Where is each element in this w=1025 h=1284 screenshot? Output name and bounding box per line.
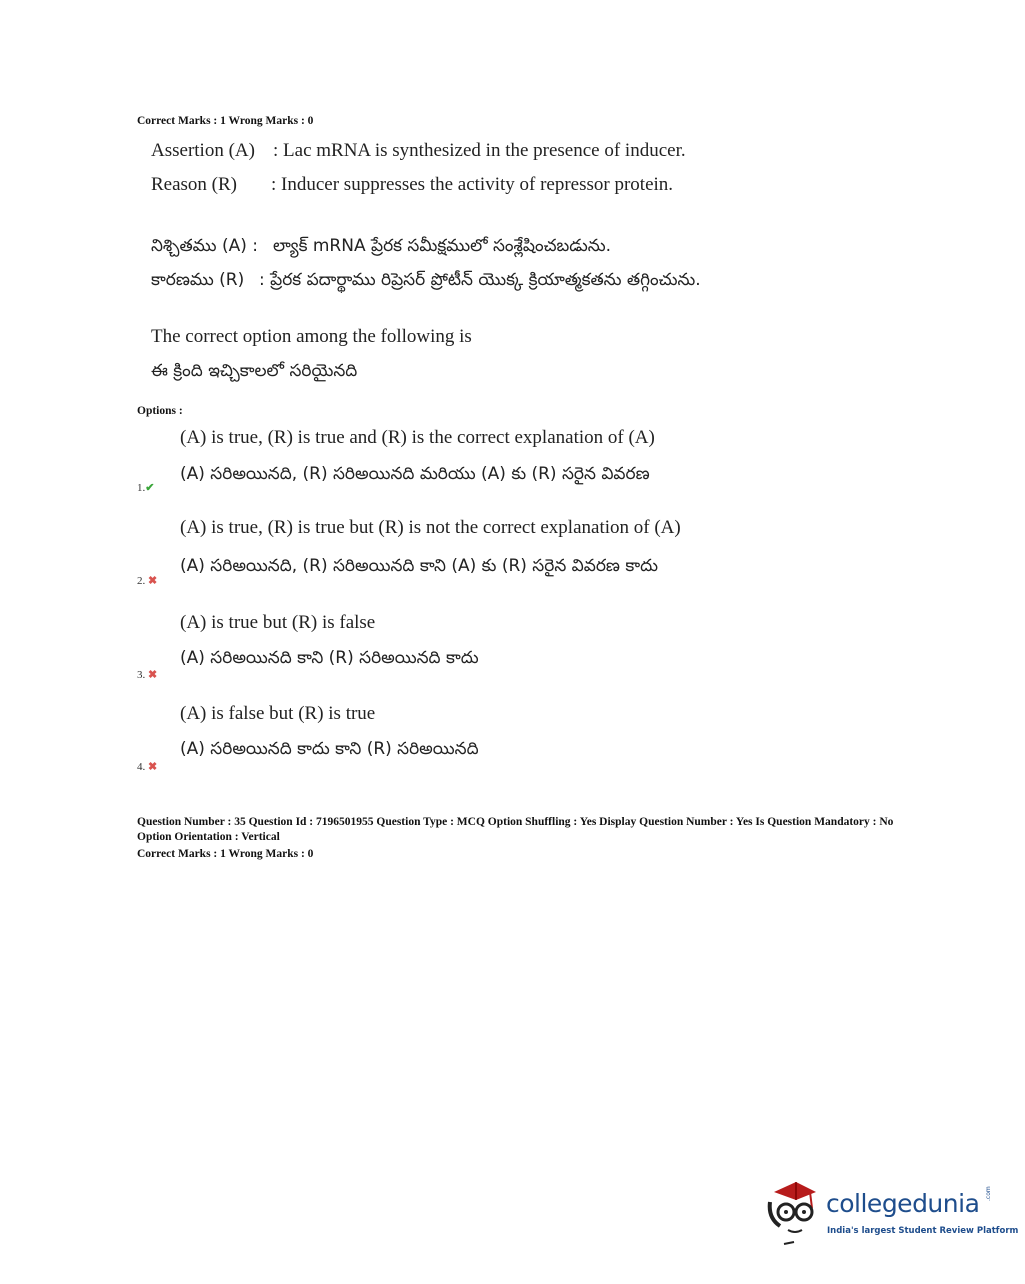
option-1-te[interactable]: (A) సరిఅయినది, (R) సరిఅయినది మరియు (A) కు (R) సరైన వివరణ xyxy=(180,464,650,484)
assertion-te-line xyxy=(151,235,611,260)
assertion-line xyxy=(151,140,686,162)
next-question-info: Question Number : 35 Question Id : 7196501955 Question Type : MCQ Option Shuffling : Yes Display Question Number : Yes Is Question Mandatory : No Option Orientation : Vertical xyxy=(137,816,894,843)
option-3-te[interactable]: (A) సరిఅయినది కాని (R) సరిఅయినది కాదు xyxy=(180,648,479,668)
check-icon: ✔ xyxy=(145,482,155,494)
logo-tagline: India's largest Student Review Platform xyxy=(827,1226,1019,1236)
reason-text: : Inducer suppresses the activity of repressor protein. xyxy=(271,174,674,195)
reason-label: Reason (R) xyxy=(151,174,238,195)
option-3-number: 3. ✖ xyxy=(137,669,158,681)
prompt-te: ఈ క్రింది ఇచ్చికాలలో సరియైనది xyxy=(151,361,358,381)
cross-icon: ✖ xyxy=(148,761,158,773)
logo-wordmark: collegedunia xyxy=(826,1189,980,1218)
option-4-te[interactable]: (A) సరిఅయినది కాదు కాని (R) సరిఅయినది xyxy=(180,739,479,759)
mascot-icon xyxy=(766,1178,826,1250)
assertion-label: Assertion (A) xyxy=(151,140,255,161)
option-1-number: 1.✔ xyxy=(137,482,155,494)
reason-line xyxy=(151,174,673,196)
option-3-en[interactable]: (A) is true but (R) is false xyxy=(180,612,376,633)
marks-header: Correct Marks : 1 Wrong Marks : 0 xyxy=(137,115,314,127)
option-4-en[interactable]: (A) is false but (R) is true xyxy=(180,703,376,724)
next-question-marks: Correct Marks : 1 Wrong Marks : 0 xyxy=(137,848,314,860)
assertion-te-label: నిశ్చితము (A) : xyxy=(151,236,258,256)
assertion-text: : Lac mRNA is synthesized in the presence of inducer. xyxy=(273,140,686,161)
cross-icon: ✖ xyxy=(148,575,158,587)
options-label: Options : xyxy=(137,405,183,417)
cross-icon: ✖ xyxy=(148,669,158,681)
reason-te-line xyxy=(151,269,701,294)
option-2-number: 2. ✖ xyxy=(137,575,158,587)
reason-te-text: : ప్రేరక పదార్థాము రిప్రెసర్ ప్రోటీన్ యొక్క క్రియాత్మకతను తగ్గించును. xyxy=(259,270,701,290)
option-1-en[interactable]: (A) is true, (R) is true and (R) is the correct explanation of (A) xyxy=(180,427,655,448)
option-4-number: 4. ✖ xyxy=(137,761,158,773)
logo-com: .com xyxy=(985,1186,992,1201)
option-2-te[interactable]: (A) సరిఅయినది, (R) సరిఅయినది కాని (A) కు (R) సరైన వివరణ కాదు xyxy=(180,556,658,576)
prompt-en: The correct option among the following is xyxy=(151,326,472,347)
assertion-te-text: ల్యాక్ mRNA ప్రేరక సమీక్షములో సంశ్లేషించబడును. xyxy=(273,236,611,256)
option-2-en[interactable]: (A) is true, (R) is true but (R) is not the correct explanation of (A) xyxy=(180,517,681,538)
reason-te-label: కారణము (R) xyxy=(151,270,245,290)
